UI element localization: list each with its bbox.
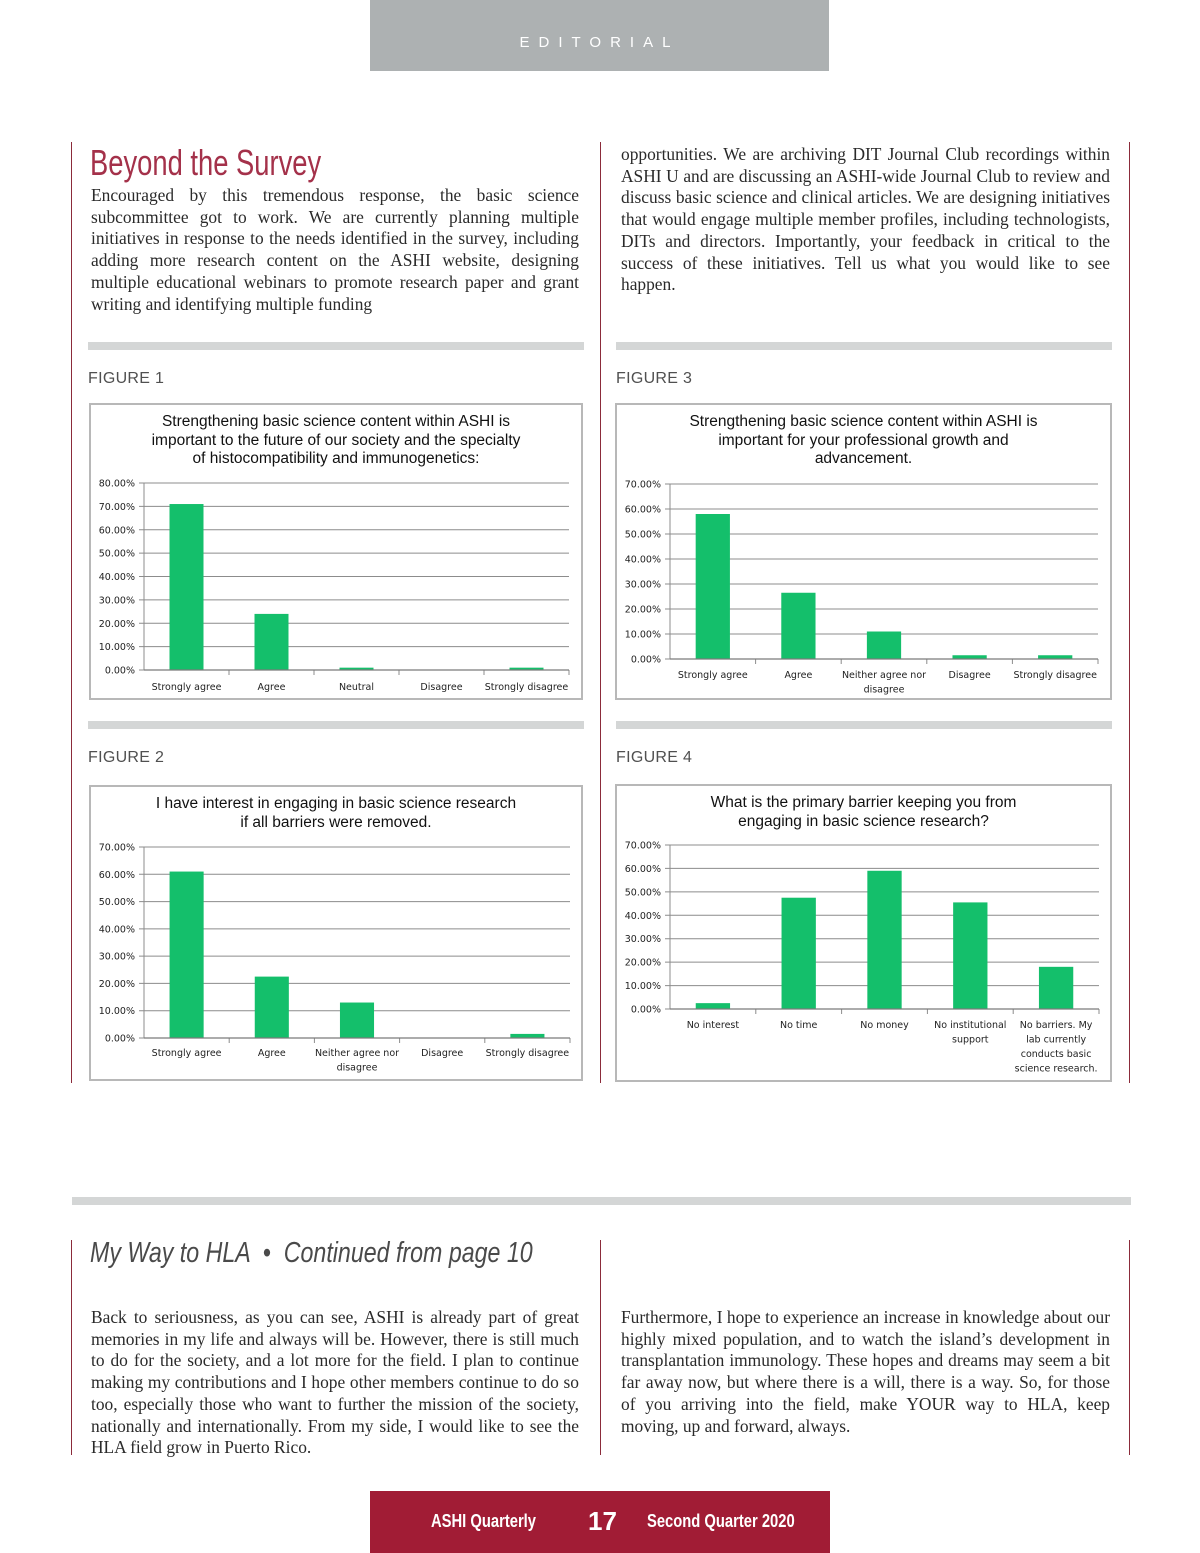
x-category-label: Disagree: [948, 670, 991, 681]
column-rule-middle-top: [600, 142, 601, 1083]
y-tick-label: 70.00%: [624, 840, 661, 852]
x-category-label: disagree: [863, 684, 905, 696]
chart-title-line: Strengthening basic science content within ASHI is: [161, 413, 511, 430]
x-category-label: No interest: [686, 1020, 740, 1031]
beyond-survey-title: Beyond the Survey: [90, 142, 322, 183]
x-category-label: Strongly disagree: [485, 1048, 570, 1059]
figure-2-chart: [89, 785, 583, 1081]
y-tick-label: 30.00%: [624, 934, 661, 946]
column-rule-middle-bottom: [600, 1240, 601, 1455]
figure-divider-2: [88, 721, 584, 729]
chart-svg: [91, 787, 581, 1079]
y-tick-label: 10.00%: [624, 629, 661, 641]
y-tick-label: 0.00%: [630, 1004, 661, 1016]
bar: [255, 977, 289, 1038]
x-category-label: Agree: [257, 682, 286, 693]
chart-svg: [91, 405, 581, 698]
x-category-label: Agree: [257, 1048, 286, 1059]
figure-4-label: FIGURE 4: [616, 749, 693, 766]
chart-title-line: advancement.: [814, 450, 913, 467]
y-tick-label: 60.00%: [98, 525, 135, 537]
figure-3-chart: [615, 403, 1112, 700]
section-divider: [72, 1197, 1131, 1205]
y-tick-label: 50.00%: [98, 548, 135, 560]
y-tick-label: 30.00%: [98, 595, 135, 607]
x-category-label: lab currently: [1026, 1034, 1087, 1046]
column-rule-left-top: [71, 142, 72, 1083]
x-category-label: Strongly agree: [151, 1048, 222, 1059]
x-category-label: Neutral: [338, 682, 375, 693]
y-tick-label: 40.00%: [98, 924, 135, 936]
chart-svg: [617, 405, 1110, 698]
figure-2-label: FIGURE 2: [88, 749, 165, 766]
bar: [170, 872, 204, 1038]
y-tick-label: 10.00%: [98, 1006, 135, 1018]
bar: [696, 1003, 730, 1009]
figure-divider-3: [616, 342, 1112, 350]
y-tick-label: 80.00%: [98, 478, 135, 490]
x-category-label: disagree: [336, 1062, 378, 1074]
footer-issue: Second Quarter 2020: [647, 1511, 795, 1531]
y-tick-label: 30.00%: [624, 579, 661, 591]
x-category-label: Disagree: [420, 682, 463, 693]
figure-1-chart: [89, 403, 583, 700]
bar: [867, 632, 901, 660]
column-rule-right-top: [1129, 142, 1130, 1083]
chart-title-line: of histocompatibility and immunogenetics:: [192, 450, 480, 467]
y-tick-label: 40.00%: [624, 910, 661, 922]
y-tick-label: 60.00%: [624, 863, 661, 875]
y-tick-label: 10.00%: [98, 642, 135, 654]
y-tick-label: 50.00%: [98, 897, 135, 909]
figure-3-label: FIGURE 3: [616, 370, 693, 387]
y-tick-label: 20.00%: [98, 978, 135, 990]
x-category-label: Strongly disagree: [1013, 670, 1097, 681]
y-tick-label: 0.00%: [630, 654, 661, 666]
chart-title-line: I have interest in engaging in basic science research: [155, 795, 517, 812]
chart-title-line: What is the primary barrier keeping you from: [710, 794, 1017, 811]
chart-title-line: important for your professional growth and: [718, 431, 1009, 449]
x-category-label: conducts basic: [1020, 1049, 1092, 1060]
bar: [953, 902, 987, 1009]
x-category-label: Neither agree nor: [841, 670, 927, 681]
bar: [1039, 967, 1073, 1009]
figure-4-chart: [615, 784, 1112, 1082]
y-tick-label: 70.00%: [98, 842, 135, 854]
y-tick-label: 40.00%: [624, 554, 661, 566]
y-tick-label: 70.00%: [98, 501, 135, 513]
hla-col1: Back to seriousness, as you can see, ASHI is already part of great memories in my life and always will be. However, there is still much to do for the society, and a lot more for the field. I plan to continue making my contributions and I hope other members continue to do so too, especially those who want to further the mission of the society, nationally and internationally. From my side, I would like to see the HLA field grow in Puerto Rico.: [91, 1307, 579, 1458]
hla-col2: Furthermore, I hope to experience an increase in knowledge about our highly mixed population, and to watch the island’s development in transplantation immunology. These hopes and dreams may seem a bit far away now, but where there is a will, there is a way. So, for those of you arriving into the field, make YOUR way to HLA, keep moving, up and forward, always.: [621, 1307, 1110, 1436]
chart-title-line: important to the future of our society and the specialty: [151, 431, 521, 449]
x-category-label: No money: [860, 1020, 909, 1031]
bar: [510, 1034, 544, 1038]
y-tick-label: 20.00%: [624, 957, 661, 969]
beyond-survey-col2: opportunities. We are archiving DIT Journal Club recordings within ASHI U and are discussing an ASHI-wide Journal Club to review and discuss basic science and clinical articles. We are designing initiatives that would engage multiple member profiles, including technologists, DITs and directors. Importantly, your feedback in critical to the success of these initiatives. Tell us what you would like to see happen.: [621, 144, 1110, 295]
y-tick-label: 30.00%: [98, 951, 135, 963]
bar: [255, 614, 289, 670]
x-category-label: Strongly agree: [677, 670, 748, 681]
footer-publication: ASHI Quarterly: [431, 1511, 536, 1531]
bar: [170, 504, 204, 670]
x-category-label: No time: [779, 1020, 818, 1031]
y-tick-label: 70.00%: [624, 479, 661, 491]
chart-title-line: engaging in basic science research?: [738, 812, 989, 830]
y-tick-label: 20.00%: [624, 604, 661, 616]
column-rule-right-bottom: [1129, 1240, 1130, 1455]
y-tick-label: 20.00%: [98, 618, 135, 630]
y-tick-label: 50.00%: [624, 529, 661, 541]
figure-divider-1: [88, 342, 584, 350]
y-tick-label: 10.00%: [624, 981, 661, 993]
hla-section-title: My Way to HLA • Continued from page 10: [90, 1237, 533, 1269]
figure-1-label: FIGURE 1: [88, 370, 165, 387]
x-category-label: Strongly agree: [151, 682, 222, 693]
bar: [696, 514, 730, 659]
x-category-label: support: [952, 1034, 989, 1046]
x-category-label: No institutional: [934, 1020, 1007, 1031]
bar: [781, 593, 815, 659]
footer-page-number: 17: [588, 1506, 617, 1536]
beyond-survey-col1: Encouraged by this tremendous response, the basic science subcommittee got to work. We are currently planning multiple initiatives in response to the needs identified in the survey, including adding more research content on the ASHI website, designing multiple educational webinars to promote research paper and grant writing and identifying multiple funding: [91, 185, 579, 314]
chart-title-line: if all barriers were removed.: [240, 813, 432, 831]
y-tick-label: 60.00%: [624, 504, 661, 516]
y-tick-label: 40.00%: [98, 572, 135, 583]
x-category-label: Strongly disagree: [484, 682, 569, 693]
x-category-label: No barriers. My: [1019, 1020, 1093, 1031]
bar: [340, 1003, 374, 1038]
figure-divider-4: [616, 721, 1112, 729]
x-category-label: Neither agree nor: [314, 1048, 400, 1059]
section-header: EDITORIAL: [370, 0, 829, 71]
bar: [867, 871, 901, 1009]
column-rule-left-bottom: [71, 1240, 72, 1455]
chart-svg: [617, 786, 1110, 1080]
chart-title-line: Strengthening basic science content within ASHI is: [689, 413, 1038, 430]
y-tick-label: 0.00%: [104, 665, 135, 677]
x-category-label: Disagree: [421, 1048, 464, 1059]
bar: [782, 898, 816, 1009]
x-category-label: Agree: [784, 670, 813, 681]
y-tick-label: 50.00%: [624, 887, 661, 899]
page-footer: [370, 1491, 830, 1553]
y-tick-label: 0.00%: [104, 1033, 135, 1045]
x-category-label: science research.: [1014, 1063, 1098, 1075]
y-tick-label: 60.00%: [98, 869, 135, 881]
